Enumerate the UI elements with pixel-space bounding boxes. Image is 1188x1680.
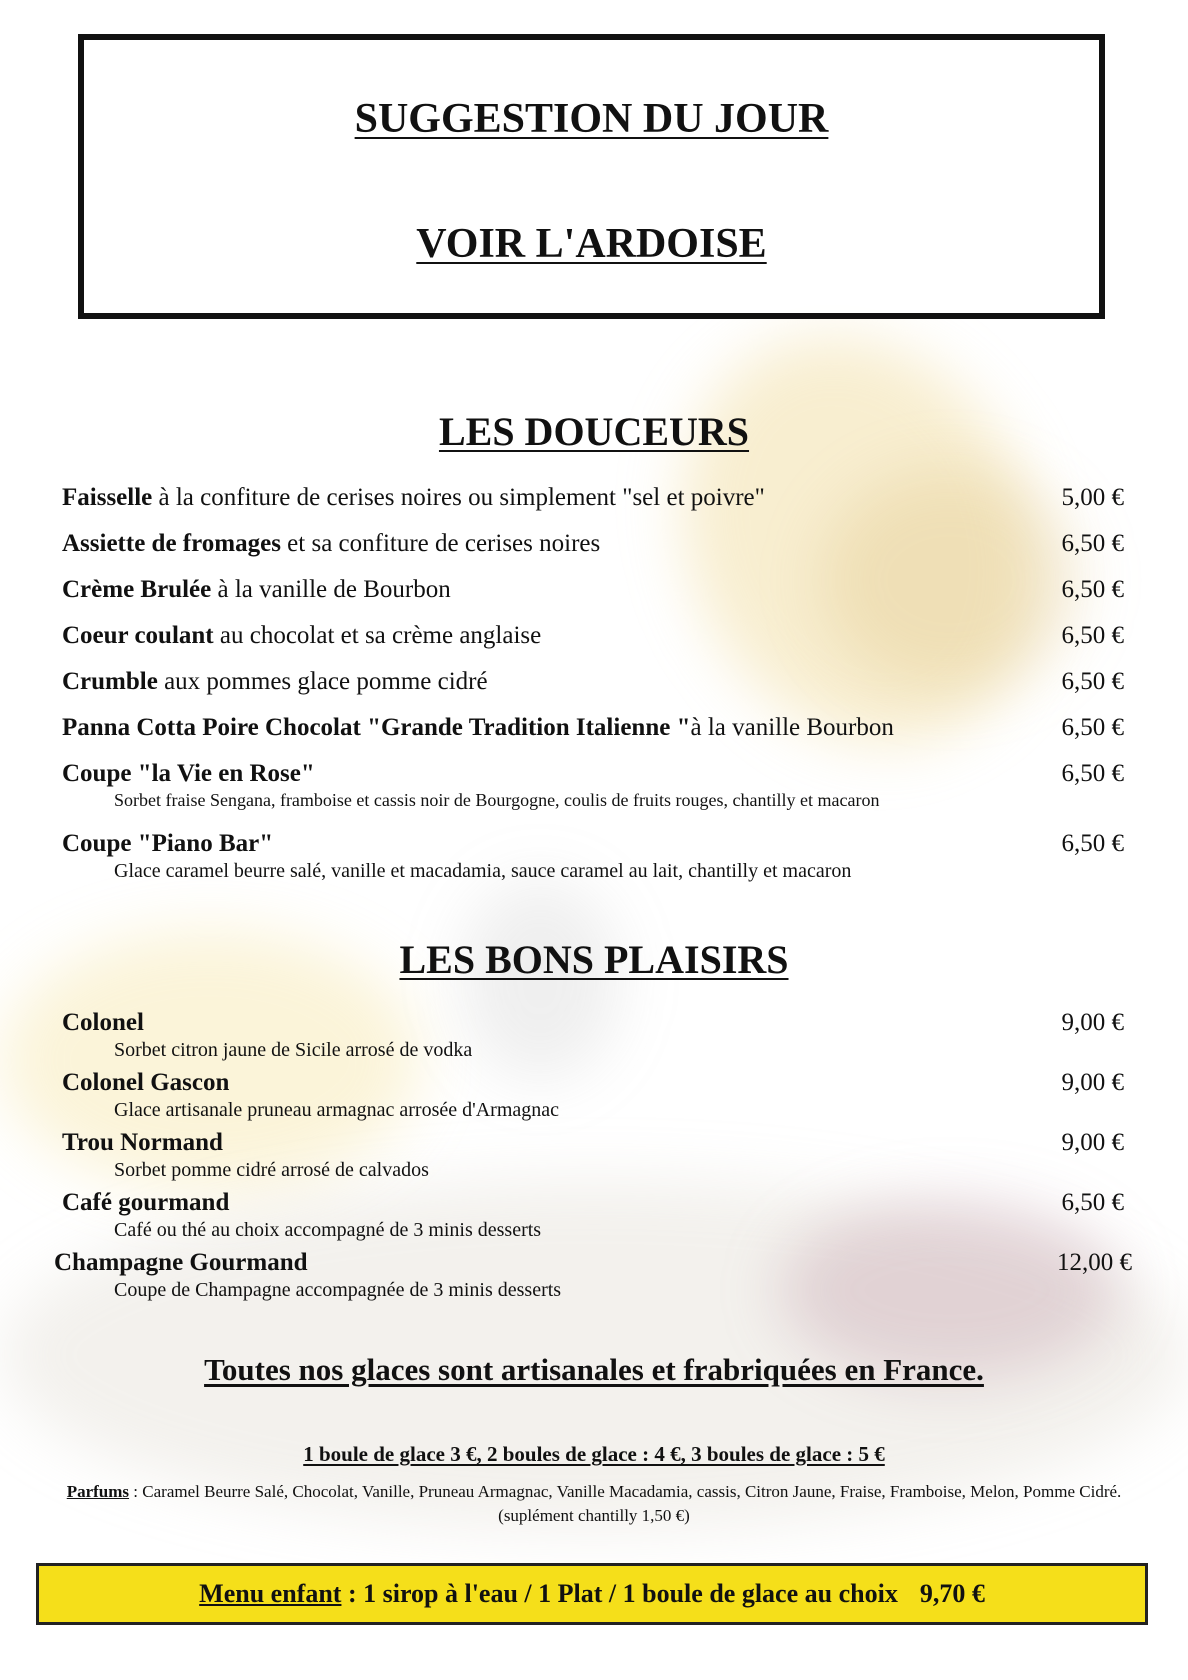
item-description: Sorbet fraise Sengana, framboise et cassis noir de Bourgogne, coulis de fruits rouges, chantilly et macaron — [114, 790, 880, 810]
menu-item — [62, 714, 1124, 742]
kids-menu-banner — [36, 1563, 1148, 1625]
item-name: Panna Cotta Poire Chocolat "Grande Tradition Italienne " — [62, 714, 691, 741]
suggestion-title: SUGGESTION DU JOUR — [354, 96, 829, 142]
menu-item — [62, 622, 1124, 650]
item-price: 6,50 € — [1061, 622, 1124, 649]
item-name: Colonel Gascon — [62, 1069, 230, 1096]
item-name: Faisselle — [62, 484, 153, 511]
kids-menu-price: 9,70 € — [919, 1579, 985, 1608]
item-name: Coeur coulant — [62, 622, 214, 649]
item-name: Coupe "Piano Bar" — [62, 830, 274, 857]
item-text: à la confiture de cerises noires ou simplement "sel et poivre" — [152, 484, 765, 511]
item-price: 9,00 € — [1061, 1129, 1124, 1156]
item-price: 9,00 € — [1061, 1069, 1124, 1096]
flavours-list: : Caramel Beurre Salé, Chocolat, Vanille, Pruneau Armagnac, Vanille Macadamia, cassis, Citron Jaune, Fraise, Framboise, Melon, Pomme Cidré. (suplément chantilly 1,50 €) — [129, 1482, 1122, 1525]
item-price: 9,00 € — [1061, 1009, 1124, 1036]
item-name: Crème Brulée — [62, 576, 212, 603]
menu-item — [62, 1189, 1124, 1242]
item-name: Café gourmand — [62, 1189, 230, 1216]
item-name: Crumble — [62, 668, 158, 695]
item-description: Glace artisanale pruneau armagnac arrosée d'Armagnac — [114, 1099, 560, 1121]
menu-item — [62, 530, 1124, 558]
menu-item — [62, 1009, 1124, 1062]
item-description: Sorbet pomme cidré arrosé de calvados — [114, 1159, 429, 1181]
douceurs-title: LES DOUCEURS — [438, 409, 750, 454]
item-price: 5,00 € — [1061, 484, 1124, 511]
menu-item — [62, 760, 1124, 811]
item-description: Café ou thé au choix accompagné de 3 minis desserts — [114, 1219, 542, 1241]
plaisirs-title: LES BONS PLAISIRS — [399, 937, 789, 982]
item-text: au chocolat et sa crème anglaise — [213, 622, 542, 649]
scoop-prices: 1 boule de glace 3 €, 2 boules de glace : 4 €, 3 boules de glace : 5 € — [303, 1442, 885, 1466]
item-price: 6,50 € — [1061, 530, 1124, 557]
item-text: à la vanille de Bourbon — [211, 576, 451, 603]
item-price: 6,50 € — [1061, 668, 1124, 695]
item-description: Coupe de Champagne accompagnée de 3 minis desserts — [114, 1279, 562, 1301]
item-name: Trou Normand — [62, 1129, 223, 1156]
menu-item — [54, 1249, 1132, 1302]
item-price: 6,50 € — [1061, 714, 1124, 741]
flavours — [56, 1480, 1132, 1528]
item-description: Glace caramel beurre salé, vanille et macadamia, sauce caramel au lait, chantilly et macaron — [114, 860, 852, 882]
item-name: Coupe "la Vie en Rose" — [62, 760, 315, 787]
item-price: 12,00 € — [1057, 1249, 1132, 1276]
suggestion-box — [78, 34, 1105, 319]
kids-menu-text: : 1 sirop à l'eau / 1 Plat / 1 boule de glace au choix — [341, 1579, 898, 1608]
item-text: et sa confiture de cerises noires — [280, 530, 601, 557]
menu-item — [62, 830, 1124, 883]
item-name: Colonel — [62, 1009, 144, 1036]
item-name: Assiette de fromages — [62, 530, 281, 557]
item-price: 6,50 € — [1061, 760, 1124, 787]
ardoise-title: VOIR L'ARDOISE — [416, 221, 767, 267]
kids-menu-label: Menu enfant — [199, 1579, 342, 1608]
item-text: aux pommes glace pomme cidré — [157, 668, 488, 695]
menu-item — [62, 484, 1124, 512]
item-text: à la vanille Bourbon — [690, 714, 894, 741]
item-price: 6,50 € — [1061, 576, 1124, 603]
item-name: Champagne Gourmand — [54, 1249, 308, 1276]
menu-item — [62, 1129, 1124, 1182]
item-price: 6,50 € — [1061, 830, 1124, 857]
menu-item — [62, 576, 1124, 604]
menu-item — [62, 668, 1124, 696]
menu-item — [62, 1069, 1124, 1122]
item-price: 6,50 € — [1061, 1189, 1124, 1216]
item-description: Sorbet citron jaune de Sicile arrosé de vodka — [114, 1039, 473, 1061]
flavours-label: Parfums — [66, 1482, 130, 1501]
artisanal-note: Toutes nos glaces sont artisanales et frabriquées en France. — [204, 1352, 984, 1387]
